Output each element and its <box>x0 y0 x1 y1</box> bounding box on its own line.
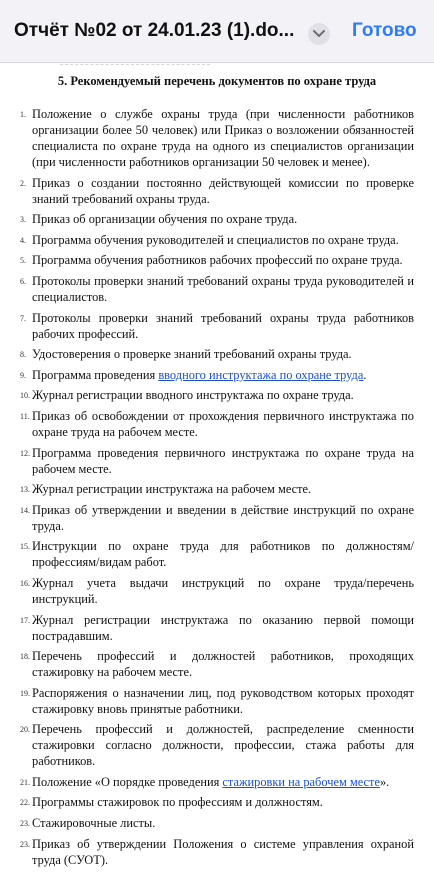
list-item <box>20 211 414 227</box>
list-item-text: Положение «О порядке проведения <box>32 774 223 789</box>
list-item-text: Распоряжения о назначении лиц, под руководством которых проходят стажировку вновь принятые работники. <box>32 685 414 716</box>
list-item-text: Программа проведения первичного инструктажа по охране труда на рабочем месте. <box>32 445 414 476</box>
list-item-number: 8. <box>20 350 26 360</box>
list-item <box>20 612 414 644</box>
section-heading: 5. Рекомендуемый перечень документов по охране труда <box>57 74 377 88</box>
list-item-text: Журнал регистрации инструктажа по оказанию первой помощи пострадавшим. <box>32 612 414 643</box>
list-item <box>20 445 414 477</box>
document-list <box>20 106 414 872</box>
list-item-text: Перечень профессий и должностей, распределение сменности стажировки согласно должности, профессии, стажа работы для работников. <box>32 722 414 769</box>
list-item <box>20 346 414 362</box>
list-item-number: 13. <box>20 485 30 495</box>
list-item-number: 23. <box>20 819 30 829</box>
list-item-text: Программа обучения работников рабочих профессий по охране труда. <box>32 253 403 268</box>
list-item-number: 3. <box>20 215 26 225</box>
chevron-down-icon <box>313 29 325 39</box>
list-item-number: 12. <box>20 448 30 458</box>
list-item-text: Стажировочные листы. <box>32 816 156 831</box>
list-item-number: 7. <box>20 313 26 323</box>
list-item-number: 23. <box>20 839 30 849</box>
hyperlink[interactable]: стажировки на рабочем месте <box>222 774 380 789</box>
list-item <box>20 232 414 248</box>
list-item-number: 6. <box>20 276 26 286</box>
list-item-text: Программа проведения <box>32 367 159 382</box>
list-item-number: 17. <box>20 615 30 625</box>
list-item <box>20 273 414 305</box>
list-item-number: 22. <box>20 798 30 808</box>
list-item <box>20 175 414 207</box>
list-item-text: Перечень профессий и должностей работников, проходящих стажировку на рабочем месте. <box>32 649 414 680</box>
list-item <box>20 408 414 440</box>
list-item <box>20 252 414 268</box>
list-item-text: Журнал учета выдачи инструкций по охране труда/перечень инструкций. <box>32 575 414 606</box>
top-bar <box>0 0 434 63</box>
list-item-number: 19. <box>20 688 30 698</box>
list-item-number: 18. <box>20 652 30 662</box>
list-item <box>20 575 414 607</box>
list-item-number: 20. <box>20 725 30 735</box>
list-item <box>20 502 414 534</box>
list-item <box>20 387 414 403</box>
list-item <box>20 685 414 717</box>
list-item-text: Приказ о создании постоянно действующей комиссии по проверке знаний требований охраны труда. <box>32 175 414 206</box>
done-button[interactable]: Готово <box>352 20 417 41</box>
list-item-text: Программа обучения руководителей и специалистов по охране труда. <box>32 232 399 247</box>
previous-page-edge <box>60 56 210 65</box>
list-item-text: Приказ об утверждении Положения о системе управления охраной труда (СУОТ). <box>32 836 414 867</box>
list-item-text: Программы стажировок по профессиям и должностям. <box>32 795 323 810</box>
list-item-text: Протоколы проверки знаний требований охраны труда руководителей и специалистов. <box>32 273 414 304</box>
list-item-text: Положение о службе охраны труда (при численности работников организации более 50 человек) или Приказ о возложении обязанностей специалиста по охране труда на одного из специалистов организации (при численности работников организации 50 человек и менее). <box>32 107 414 169</box>
list-item-text: Протоколы проверки знаний требований охраны труда работников рабочих профессий. <box>32 310 414 341</box>
list-item-text: Приказ об утверждении и введении в действие инструкций по охране труда. <box>32 502 414 533</box>
list-item <box>20 794 414 810</box>
list-item-text: Удостоверения о проверке знаний требований охраны труда. <box>32 347 352 362</box>
list-item-text-end: . <box>363 367 367 382</box>
list-item-number: 21. <box>20 777 30 787</box>
list-item <box>20 106 414 170</box>
list-item <box>20 721 414 769</box>
list-item <box>20 836 414 868</box>
list-item-text: Журнал регистрации инструктажа на рабочем месте. <box>32 482 312 497</box>
document-page <box>20 62 414 867</box>
list-item <box>20 538 414 570</box>
list-item-text: Приказ об освобождении от прохождения первичного инструктажа по охране труда на рабочем месте. <box>32 408 414 439</box>
list-item-number: 11. <box>20 411 30 421</box>
list-item-number: 15. <box>20 542 30 552</box>
list-item-text: Приказ об организации обучения по охране труда. <box>32 212 298 227</box>
hyperlink[interactable]: вводного инструктажа по охране труда <box>158 367 364 382</box>
list-item-number: 10. <box>20 391 30 401</box>
list-item-number: 14. <box>20 505 30 515</box>
list-item <box>20 815 414 831</box>
list-item <box>20 310 414 342</box>
list-item-text-end: ». <box>379 774 390 789</box>
list-item-number: 5. <box>20 256 26 266</box>
list-item-number: 16. <box>20 578 30 588</box>
list-item-text: Журнал регистрации вводного инструктажа по охране труда. <box>32 388 354 403</box>
title-menu-button[interactable] <box>308 23 330 45</box>
document-title: Отчёт №02 от 24.01.23 (1).do... <box>14 20 295 41</box>
list-item <box>20 367 414 383</box>
list-item-number: 2. <box>20 178 26 188</box>
list-item <box>20 481 414 497</box>
list-item-text: Инструкции по охране труда для работников по должностям/ профессиям/видам работ. <box>32 539 414 570</box>
list-item-number: 4. <box>20 235 26 245</box>
list-item-number: 9. <box>20 370 26 380</box>
list-item <box>20 648 414 680</box>
list-item-number: 1. <box>20 110 26 119</box>
list-item <box>20 774 414 790</box>
